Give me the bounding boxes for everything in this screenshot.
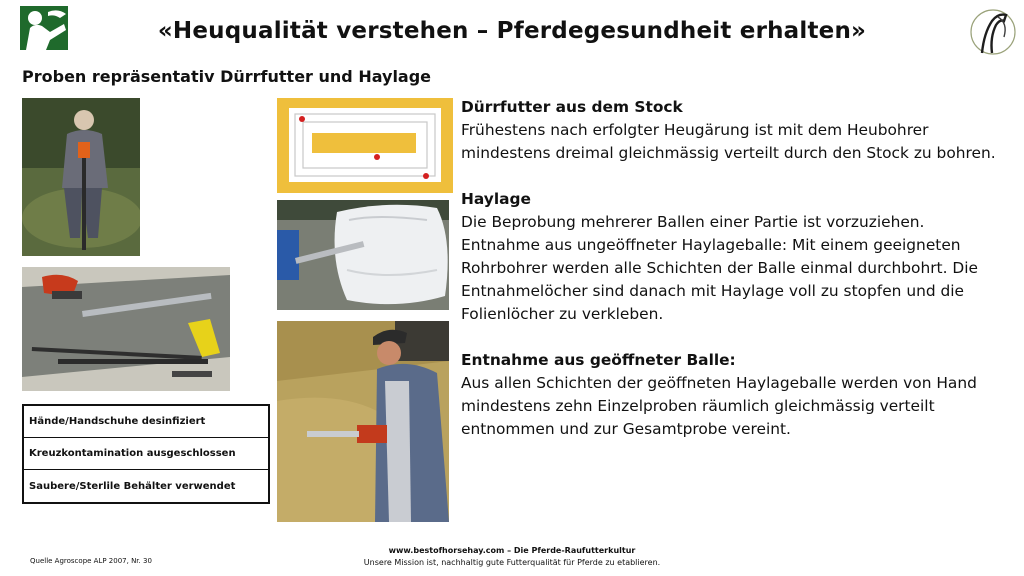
- footer-center: [300, 545, 724, 569]
- text-column: [461, 96, 1001, 441]
- sample-point: [299, 116, 305, 122]
- section-heading-haylage: Haylage: [461, 190, 531, 208]
- section-heading-stock: Dürrfutter aus dem Stock: [461, 98, 683, 116]
- page-title: «Heuqualität verstehen – Pferdegesundheit erhalten»: [157, 18, 867, 44]
- footer-url-link[interactable]: www.bestofhorsehay.com – Die Pferde-Raufutterkultur: [388, 546, 636, 555]
- checklist-row: Saubere/Sterlile Behälter verwendet: [29, 480, 236, 492]
- section-body-stock: Frühestens nach erfolgter Heugärung ist mit dem Heubohrer mindestens dreimal gleichmässig verteilt durch den Stock zu bohren.: [461, 121, 996, 162]
- diagram-hay-stock-sampling: [277, 98, 453, 193]
- section-body-opened: Aus allen Schichten der geöffneten Haylageballe werden von Hand mindestens zehn Einzelproben räumlich gleichmässig verteilt entnommen und zur Gesamtprobe vereint.: [461, 374, 977, 438]
- photo-opened-bale-sampling: [277, 321, 449, 522]
- hygiene-checklist: [22, 404, 270, 504]
- checklist-row: Kreuzkontamination ausgeschlossen: [24, 438, 268, 470]
- horse-head-logo-icon: [968, 3, 1018, 61]
- section-heading-opened: Entnahme aus geöffneter Balle:: [461, 351, 736, 369]
- photo-haylage-bale: [277, 200, 449, 310]
- photo-hay-drilling: [22, 98, 140, 256]
- footer-source: Quelle Agroscope ALP 2007, Nr. 30: [30, 557, 152, 565]
- sample-point: [374, 154, 380, 160]
- checklist-row: Hände/Handschuhe desinfiziert: [24, 406, 268, 438]
- section-body-haylage-1: Die Beprobung mehrerer Ballen einer Partie ist vorzuziehen.: [461, 213, 925, 231]
- sample-point: [423, 173, 429, 179]
- farmer-logo-icon: [20, 6, 68, 50]
- section-body-haylage-2: Entnahme aus ungeöffneter Haylageballe: Mit einem geeigneten Rohrbohrer werden alle Schichten der Balle einmal durchbohrt. Die Entnahmelöcher sind danach mit Haylage voll zu stopfen und die Folienlöcher zu verkleben.: [461, 236, 978, 323]
- photo-sampling-tools: [22, 267, 230, 391]
- page-subtitle: Proben repräsentativ Dürrfutter und Haylage: [22, 67, 432, 86]
- footer-mission: Unsere Mission ist, nachhaltig gute Futterqualität für Pferde zu etablieren.: [363, 558, 661, 567]
